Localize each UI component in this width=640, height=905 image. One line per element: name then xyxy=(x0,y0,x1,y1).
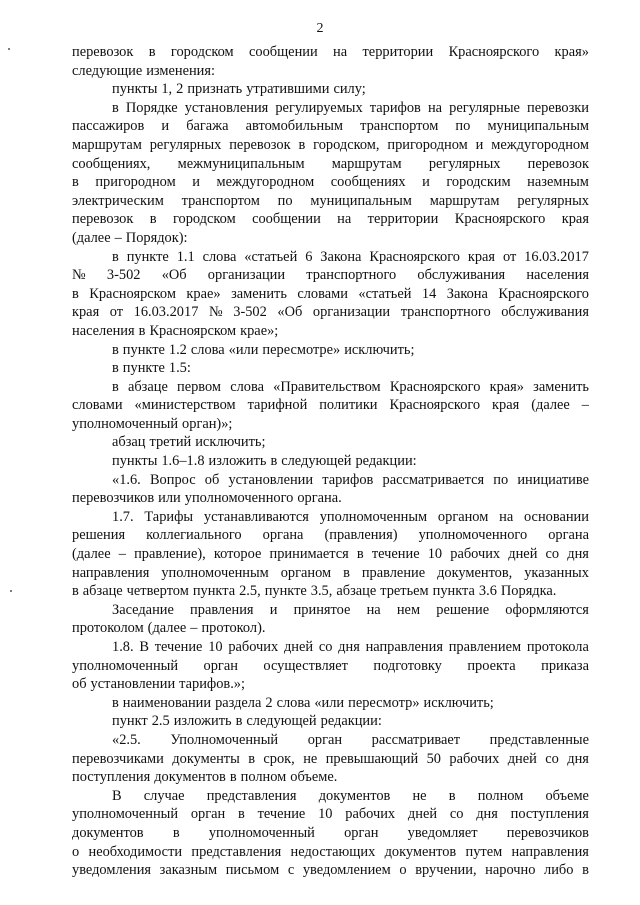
text-line: населения в Красноярском крае»; xyxy=(72,322,279,339)
text-line: перевозчиками документы в срок, не превышающий 50 рабочих дней со дня xyxy=(72,750,589,767)
text-line: пункты 1.6–1.8 изложить в следующей редакции: xyxy=(112,453,417,470)
text-line: уведомления заказным письмом с уведомлением о вручении, нарочно либо в xyxy=(72,862,589,879)
text-line: протоколом (далее – протокол). xyxy=(72,620,266,637)
text-line: пункты 1, 2 признать утратившими силу; xyxy=(112,81,366,98)
text-line: уполномоченный орган)»; xyxy=(72,415,233,432)
text-line: уполномоченный орган осуществляет подготовку проекта приказа xyxy=(72,657,589,674)
text-line: поступления документов в полном объеме. xyxy=(72,769,338,786)
text-line: Заседание правления и принятое на нем решение оформляются xyxy=(112,601,589,618)
text-line: уполномоченный орган в течение 10 рабочих дней со дня поступления xyxy=(72,806,589,823)
text-line: в абзаце четвертом пункта 2.5, пункте 3.5, абзаце третьем пункта 3.6 Порядка. xyxy=(72,583,557,600)
text-line: в пункте 1.2 слова «или пересмотре» исключить; xyxy=(112,341,415,358)
text-line: в наименовании раздела 2 слова «или пересмотр» исключить; xyxy=(112,694,494,711)
text-line: в пункте 1.5: xyxy=(112,360,191,377)
text-line: словами «министерством тарифной политики Красноярского края (далее – xyxy=(72,397,589,414)
text-line: решения коллегиального органа (правления) уполномоченного органа xyxy=(72,527,589,544)
text-line: «1.6. Вопрос об установлении тарифов рассматривается по инициативе xyxy=(112,471,589,488)
text-line: в пункте 1.1 слова «статьей 6 Закона Красноярского края от 16.03.2017 xyxy=(112,248,589,265)
text-line: В случае представления документов не в полном объеме xyxy=(112,787,589,804)
text-line: сообщениях, межмуниципальным маршрутам регулярных перевозок xyxy=(72,155,589,172)
text-line: маршрутам регулярных перевозок в городском, пригородном и междугородном xyxy=(72,136,589,153)
text-line: пункт 2.5 изложить в следующей редакции: xyxy=(112,713,382,730)
text-line: перевозок в городском сообщении на территории Красноярского края» xyxy=(72,44,589,60)
page-number: 2 xyxy=(316,21,324,36)
text-line: пассажиров и багажа автомобильным транспортом по муниципальным xyxy=(72,118,589,135)
document-body xyxy=(72,43,589,880)
text-line: (далее – Порядок): xyxy=(72,229,188,246)
text-line: 1.7. Тарифы устанавливаются уполномоченным органом на основании xyxy=(112,508,589,525)
scan-speck xyxy=(8,48,10,50)
text-line: об установлении тарифов.»; xyxy=(72,676,245,693)
text-line: в пригородном и междугородном сообщениях и городским наземным xyxy=(72,174,589,191)
text-line: следующие изменения: xyxy=(72,62,216,79)
text-line: электрическим транспортом по муниципальным маршрутам регулярных xyxy=(72,192,589,209)
text-line: направления уполномоченным органом в правление документов, указанных xyxy=(72,564,589,581)
text-line: абзац третий исключить; xyxy=(112,434,266,451)
scan-speck xyxy=(10,590,12,592)
text-line: (далее – правление), которое принимается в течение 10 рабочих дней со дня xyxy=(72,546,589,563)
text-line: в Красноярском крае» заменить словами «статьей 14 Закона Красноярского xyxy=(72,285,589,302)
text-line: в Порядке установления регулируемых тарифов на регулярные перевозки xyxy=(112,99,589,116)
text-line: 1.8. В течение 10 рабочих дней со дня направления правлением протокола xyxy=(112,639,589,655)
text-line: «2.5. Уполномоченный орган рассматривает представленные xyxy=(112,731,589,748)
text-line: № 3-502 «Об организации транспортного обслуживания населения xyxy=(72,267,589,284)
text-line: в абзаце первом слова «Правительством Красноярского края» заменить xyxy=(112,378,589,395)
text-line: перевозок в городском сообщении на территории Красноярского края xyxy=(72,211,589,228)
text-line: документов в уполномоченный орган уведомляет перевозчиков xyxy=(72,824,589,841)
text-line: перевозчиков или уполномоченного органа. xyxy=(72,490,342,507)
text-line: о необходимости представления недостающих документов путем направления xyxy=(72,843,589,860)
text-line: края от 16.03.2017 № 3-502 «Об организации транспортного обслуживания xyxy=(72,304,589,321)
